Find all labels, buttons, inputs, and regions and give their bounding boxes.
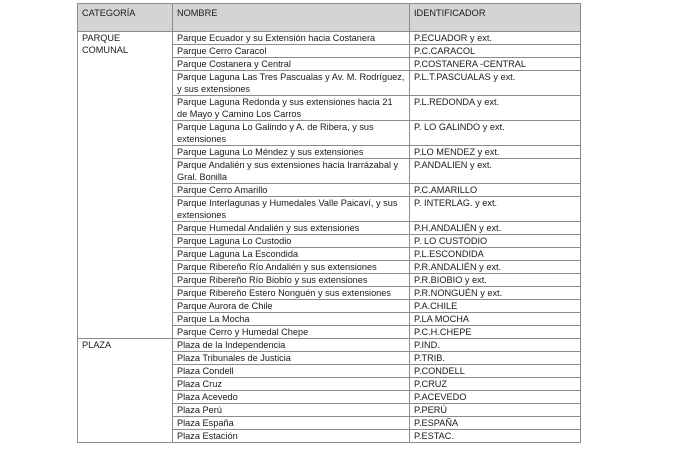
nombre-cell: Parque Andalién y sus extensiones hacia Irarrázabal y Gral. Bonilla [173,159,410,184]
document-table [77,3,581,443]
nombre-cell: Parque Interlagunas y Humedales Valle Paicaví, y sus extensiones [173,197,410,222]
identificador-cell: P.ACEVEDO [410,391,581,404]
identificador-cell: P.CONDELL [410,365,581,378]
identificador-cell: P.ESPAÑA [410,417,581,430]
nombre-cell: Parque Laguna Lo Méndez y sus extensiones [173,146,410,159]
identificador-cell: P.CRUZ [410,378,581,391]
identificador-cell: P.COSTANERA -CENTRAL [410,58,581,71]
nombre-cell: Parque La Mocha [173,313,410,326]
nombre-cell: Parque Cerro Caracol [173,45,410,58]
nombre-cell: Parque Aurora de Chile [173,300,410,313]
nombre-cell: Parque Laguna Redonda y sus extensiones hacia 21 de Mayo y Camino Los Carros [173,96,410,121]
header-identificador: IDENTIFICADOR [410,4,581,32]
table-row [78,32,581,45]
header-nombre: NOMBRE [173,4,410,32]
header-categoria: CATEGORÍA [78,4,173,32]
nombre-cell: Parque Costanera y Central [173,58,410,71]
identificador-cell: P.ANDALIEN y ext. [410,159,581,184]
nombre-cell: Parque Ribereño Río Andalién y sus extensiones [173,261,410,274]
identificador-cell: P.TRIB. [410,352,581,365]
identificador-cell: P. LO CUSTODIO [410,235,581,248]
identificador-cell: P. INTERLAG. y ext. [410,197,581,222]
nombre-cell: Plaza Acevedo [173,391,410,404]
identificador-cell: P.C.H.CHEPE [410,326,581,339]
identificador-cell: P.H.ANDALIÉN y ext. [410,222,581,235]
identificador-cell: P.L.T.PASCUALAS y ext. [410,71,581,96]
identificador-cell: P.L.REDONDA y ext. [410,96,581,121]
identificador-cell: P.L.ESCONDIDA [410,248,581,261]
table-header-row [78,4,581,32]
nombre-cell: Parque Laguna La Escondida [173,248,410,261]
nombre-cell: Plaza España [173,417,410,430]
nombre-cell: Parque Cerro Amarillo [173,184,410,197]
nombre-cell: Plaza Condell [173,365,410,378]
identificador-cell: P.ECUADOR y ext. [410,32,581,45]
nombre-cell: Parque Ribereño Estero Nonguén y sus extensiones [173,287,410,300]
table-body [78,32,581,443]
nombre-cell: Parque Cerro y Humedal Chepe [173,326,410,339]
identificador-cell: P.R.NONGUÉN y ext. [410,287,581,300]
identificador-cell: P.R.BIOBIO y ext. [410,274,581,287]
identificador-cell: P.LO MENDEZ y ext. [410,146,581,159]
nombre-cell: Parque Laguna Lo Custodio [173,235,410,248]
identificador-cell: P.R.ANDALIÉN y ext. [410,261,581,274]
identificador-cell: P. LO GALINDO y ext. [410,121,581,146]
nombre-cell: Plaza Perú [173,404,410,417]
nombre-cell: Parque Humedal Andalién y sus extensiones [173,222,410,235]
identificador-cell: P.PERÚ [410,404,581,417]
nombre-cell: Parque Ribereño Río Biobío y sus extensiones [173,274,410,287]
identificador-cell: P.C.CARACOL [410,45,581,58]
nombre-cell: Parque Laguna Las Tres Pascualas y Av. M. Rodríguez, y sus extensiones [173,71,410,96]
identificador-cell: P.LA MOCHA [410,313,581,326]
nombre-cell: Plaza Tribunales de Justicia [173,352,410,365]
identificador-cell: P.IND. [410,339,581,352]
nombre-cell: Plaza Cruz [173,378,410,391]
nombre-cell: Plaza Estación [173,430,410,443]
identificador-cell: P.A.CHILE [410,300,581,313]
category-cell: PARQUE COMUNAL [78,32,173,339]
category-cell: PLAZA [78,339,173,443]
table-row [78,339,581,352]
nombre-cell: Parque Ecuador y su Extensión hacia Costanera [173,32,410,45]
identificador-cell: P.ESTAC. [410,430,581,443]
nombre-cell: Parque Laguna Lo Galindo y A. de Ribera, y sus extensiones [173,121,410,146]
identificador-cell: P.C.AMARILLO [410,184,581,197]
nombre-cell: Plaza de la Independencia [173,339,410,352]
